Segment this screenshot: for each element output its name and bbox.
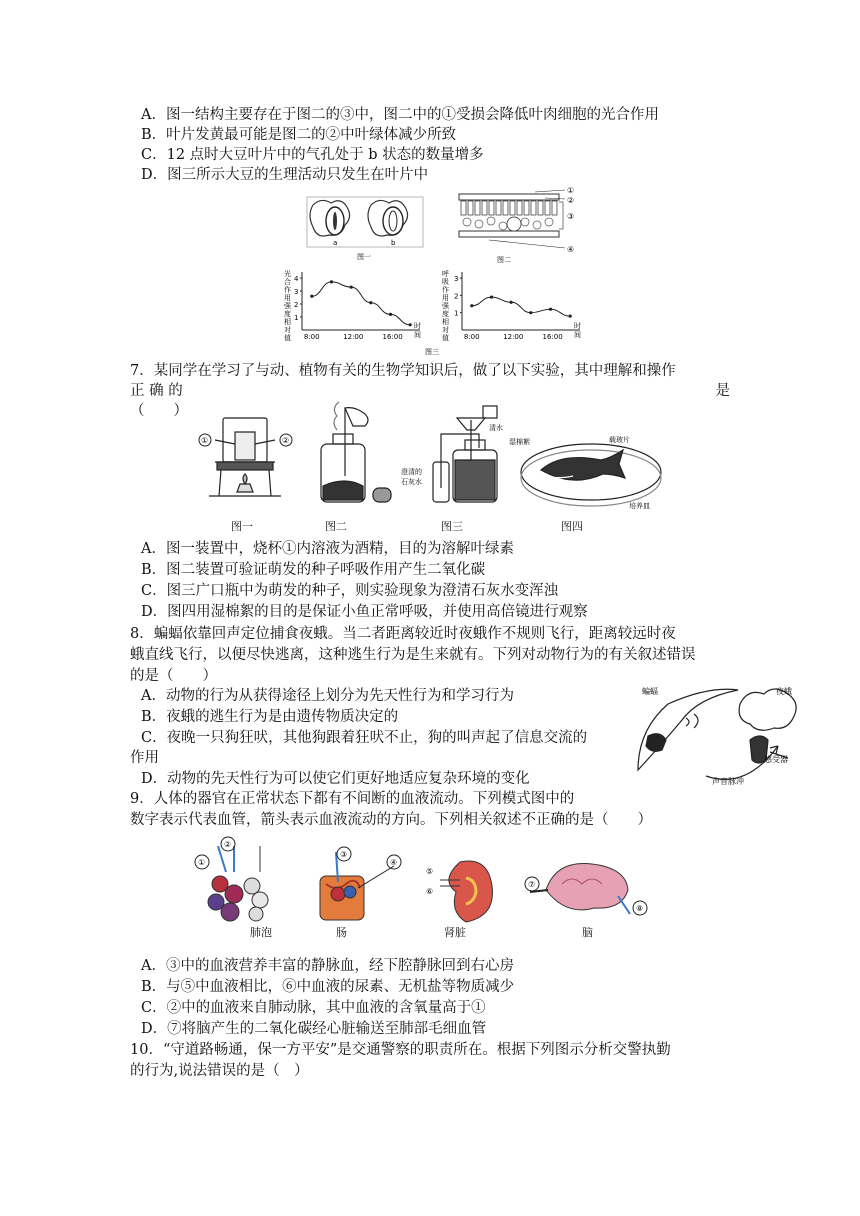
chart1-y-tick-label: 3 bbox=[294, 288, 299, 296]
q7-fig1-num2: ② bbox=[282, 436, 290, 445]
chart1-photosynthesis bbox=[294, 272, 421, 341]
q7-fig4-cotton: 湿棉絮 bbox=[509, 438, 530, 446]
fig1-label-a: a bbox=[333, 239, 338, 247]
q8-option-c-line1: C．夜晚一只狗狂吠，其他狗跟着狂吠不止，狗的叫声起了信息交流的 bbox=[141, 730, 588, 746]
q9-num-8: ⑧ bbox=[636, 904, 644, 913]
q9-num-5: ⑤ bbox=[426, 867, 434, 876]
chart1-point bbox=[310, 295, 313, 298]
fig2-label-4: ④ bbox=[567, 245, 575, 254]
ylabel-char: 对 bbox=[284, 326, 291, 334]
q7-fig4-slide: 载玻片 bbox=[609, 436, 630, 444]
q8-stem-line3: 的是（ ） bbox=[130, 668, 217, 684]
chart2-ylabel bbox=[442, 269, 450, 342]
q7-option-a: A．图一装置中，烧杯①内溶液为酒精，目的为溶解叶绿素 bbox=[141, 541, 514, 557]
q8-figure-bat-moth bbox=[628, 680, 828, 788]
ylabel-char: 强 bbox=[442, 302, 449, 310]
chart2-y-tick-label: 3 bbox=[454, 275, 459, 283]
fig1-caption: 图一 bbox=[357, 253, 371, 261]
q7-stem-line3: （ ） bbox=[130, 403, 188, 419]
q9-num-1: ① bbox=[198, 858, 206, 867]
q6-figure1-stomata bbox=[305, 193, 425, 265]
q9-figure-organs bbox=[190, 832, 680, 942]
chart1-point bbox=[369, 301, 372, 304]
q9-organ-intestine: 肠 bbox=[336, 926, 347, 939]
q7-fig2-caption: 图二 bbox=[325, 520, 347, 533]
q9-num-3: ③ bbox=[340, 850, 348, 859]
q7-fig2-jar bbox=[321, 402, 391, 502]
ylabel-char: 对 bbox=[442, 326, 449, 334]
q7-option-b: B．图二装置可验证萌发的种子呼吸作用产生二氧化碳 bbox=[141, 562, 486, 578]
q9-stem-line1: 9．人体的器官在正常状态下都有不间断的血液流动。下列模式图中的 bbox=[130, 791, 575, 807]
q9-num-7: ⑦ bbox=[528, 880, 536, 889]
q8-stem-line2: 蛾直线飞行，以便尽快逃离，这种逃生行为是生来就有。下列对动物行为的有关叙述错误 bbox=[130, 647, 696, 663]
q7-fig3-water: 清水 bbox=[489, 424, 503, 432]
chart1-point bbox=[389, 313, 392, 316]
ylabel-char: 度 bbox=[442, 310, 449, 318]
q8-option-a: A．动物的行为从获得途径上划分为先天性行为和学习行为 bbox=[141, 688, 514, 704]
chart2-series-line bbox=[472, 297, 570, 316]
q8-option-d: D．动物的先天性行为可以使它们更好地适应复杂环境的变化 bbox=[141, 771, 530, 787]
q7-fig4-caption: 图四 bbox=[561, 520, 583, 533]
q9-brain bbox=[530, 864, 630, 914]
chart2-x-tick-label: 8:00 bbox=[463, 333, 480, 341]
q7-fig3-limewater1: 澄清的 bbox=[401, 468, 422, 476]
fig3-caption: 图三 bbox=[425, 348, 439, 356]
chart1-xlabel-1: 时 bbox=[414, 322, 421, 330]
q7-stem-line2-left: 正 确 的 bbox=[130, 383, 183, 399]
q7-option-d: D．图四用湿棉絮的目的是保证小鱼正常呼吸，并使用高倍镜进行观察 bbox=[141, 604, 588, 620]
chart1-x-tick-label: 16:00 bbox=[382, 333, 403, 341]
q8-option-b: B．夜蛾的逃生行为是由遗传物质决定的 bbox=[141, 709, 399, 725]
q9-kidney bbox=[440, 861, 492, 922]
ylabel-char: 值 bbox=[442, 334, 449, 342]
fig2-label-2: ② bbox=[567, 196, 575, 205]
ylabel-char: 相 bbox=[442, 318, 449, 326]
q7-fig3-limewater2: 石灰水 bbox=[401, 478, 422, 486]
chart2-point bbox=[569, 315, 572, 318]
fig2-label-1: ① bbox=[567, 186, 575, 195]
q7-fig4-dish bbox=[521, 444, 661, 506]
q9-option-d: D．⑦将脑产生的二氧化碳经心脏输送至肺部毛细血管 bbox=[141, 1021, 487, 1037]
q9-num-2: ② bbox=[224, 840, 232, 849]
q9-lung-alveoli bbox=[208, 846, 268, 921]
q9-organ-brain: 脑 bbox=[582, 926, 593, 939]
chart1-y-tick-label: 2 bbox=[294, 301, 299, 309]
q7-stem-line2-right: 是 bbox=[715, 383, 730, 399]
q9-num-4: ④ bbox=[390, 858, 398, 867]
q9-organ-lung: 肺泡 bbox=[250, 926, 272, 939]
chart1-point bbox=[350, 286, 353, 289]
chart2-point bbox=[470, 304, 473, 307]
chart2-point bbox=[510, 301, 513, 304]
q7-fig1-water-bath bbox=[209, 418, 281, 496]
chart2-point bbox=[529, 311, 532, 314]
ylabel-char: 呼 bbox=[442, 270, 449, 278]
q7-option-c: C．图三广口瓶中为萌发的种子，则实验现象为澄清石灰水变浑浊 bbox=[141, 583, 559, 599]
ylabel-char: 用 bbox=[442, 294, 449, 302]
q6-figure2-leaf-section bbox=[455, 186, 585, 266]
ylabel-char: 合 bbox=[284, 278, 291, 286]
q7-fig1-caption: 图一 bbox=[231, 520, 253, 533]
q9-stem-line2: 数字表示代表血管，箭头表示血液流动的方向。下列相关叙述不正确的是（ ） bbox=[130, 812, 652, 828]
chart2-y-tick-label: 1 bbox=[454, 309, 459, 318]
q9-option-b: B．与⑤中血液相比，⑥中血液的尿素、无机盐等物质减少 bbox=[141, 979, 515, 995]
chart1-ylabel bbox=[284, 269, 292, 342]
chart1-y-tick-label: 4 bbox=[294, 275, 299, 283]
q8-stem-line1: 8．蝙蝠依靠回声定位捕食夜蛾。当二者距离较近时夜蛾作不规则飞行，距离较远时夜 bbox=[130, 626, 676, 642]
ylabel-char: 光 bbox=[284, 270, 291, 278]
q7-stem-line2 bbox=[130, 381, 730, 401]
q7-figures bbox=[195, 400, 755, 540]
q9-organ-kidney: 肾脏 bbox=[444, 926, 466, 939]
q7-fig3-caption: 图三 bbox=[441, 520, 463, 533]
chart2-x-tick-label: 12:00 bbox=[503, 333, 524, 341]
q7-fig1-num1: ① bbox=[201, 436, 209, 445]
chart1-x-tick-label: 12:00 bbox=[343, 333, 364, 341]
q6-option-a: A．图一结构主要存在于图二的③中，图二中的①受损会降低叶肉细胞的光合作用 bbox=[141, 107, 659, 123]
q8-label-pulse: 声音脉冲 bbox=[712, 777, 744, 786]
q6-option-c: C．12 点时大豆叶片中的气孔处于 b 状态的数量增多 bbox=[141, 147, 484, 163]
q7-fig3-flask bbox=[433, 406, 497, 502]
q9-option-c: C．②中的血液来自肺动脉，其中血液的含氧量高于① bbox=[141, 1000, 486, 1016]
chart2-y-tick-label: 2 bbox=[454, 292, 459, 301]
chart1-xlabel-2: 间 bbox=[414, 331, 421, 339]
chart2-respiration bbox=[454, 272, 581, 341]
fig1-label-b: b bbox=[391, 239, 396, 247]
chart2-point bbox=[549, 308, 552, 311]
chart2-point bbox=[490, 295, 493, 298]
fig2-label-3: ③ bbox=[567, 212, 575, 221]
q7-fig4-dish-label: 培养皿 bbox=[629, 502, 650, 510]
q9-option-a: A．③中的血液营养丰富的静脉血，经下腔静脉回到右心房 bbox=[141, 958, 514, 974]
ylabel-char: 吸 bbox=[442, 278, 449, 286]
ylabel-char: 用 bbox=[284, 294, 291, 302]
q9-num-6: ⑥ bbox=[426, 887, 434, 896]
fig2-caption: 图二 bbox=[497, 256, 511, 264]
q7-stem-line1: 7．某同学在学习了与动、植物有关的生物学知识后，做了以下实验，其中理解和操作 bbox=[130, 363, 676, 379]
chart1-point bbox=[330, 280, 333, 283]
q6-figure3-charts bbox=[280, 268, 600, 358]
q8-label-receptor: 感受器 bbox=[764, 755, 788, 764]
chart2-xlabel-2: 间 bbox=[574, 331, 581, 339]
ylabel-char: 作 bbox=[442, 286, 449, 294]
q10-stem-line2: 的行为,说法错误的是（ ） bbox=[130, 1063, 309, 1079]
chart1-y-tick-label: 1 bbox=[294, 314, 299, 322]
q8-label-bat: 蝙蝠 bbox=[642, 687, 658, 696]
chart1-point bbox=[409, 323, 412, 326]
chart1-x-tick-label: 8:00 bbox=[303, 333, 320, 341]
ylabel-char: 值 bbox=[284, 334, 291, 342]
q8-label-moth: 夜蛾 bbox=[776, 687, 792, 696]
q6-option-d: D．图三所示大豆的生理活动只发生在叶片中 bbox=[141, 167, 429, 183]
ylabel-char: 强 bbox=[284, 302, 291, 310]
ylabel-char: 作 bbox=[284, 286, 291, 294]
chart2-xlabel-1: 时 bbox=[574, 322, 581, 330]
ylabel-char: 相 bbox=[284, 318, 291, 326]
chart1-series-line bbox=[312, 282, 410, 325]
q9-intestine bbox=[320, 852, 394, 920]
q6-option-b: B．叶片发黄最可能是图二的②中叶绿体减少所致 bbox=[141, 127, 457, 143]
chart2-x-tick-label: 16:00 bbox=[542, 333, 563, 341]
ylabel-char: 度 bbox=[284, 310, 291, 318]
q10-stem-line1: 10．“守道路畅通，保一方平安”是交通警察的职责所在。根据下列图示分析交警执勤 bbox=[130, 1042, 671, 1058]
q8-option-c-line2: 作用 bbox=[130, 750, 159, 766]
